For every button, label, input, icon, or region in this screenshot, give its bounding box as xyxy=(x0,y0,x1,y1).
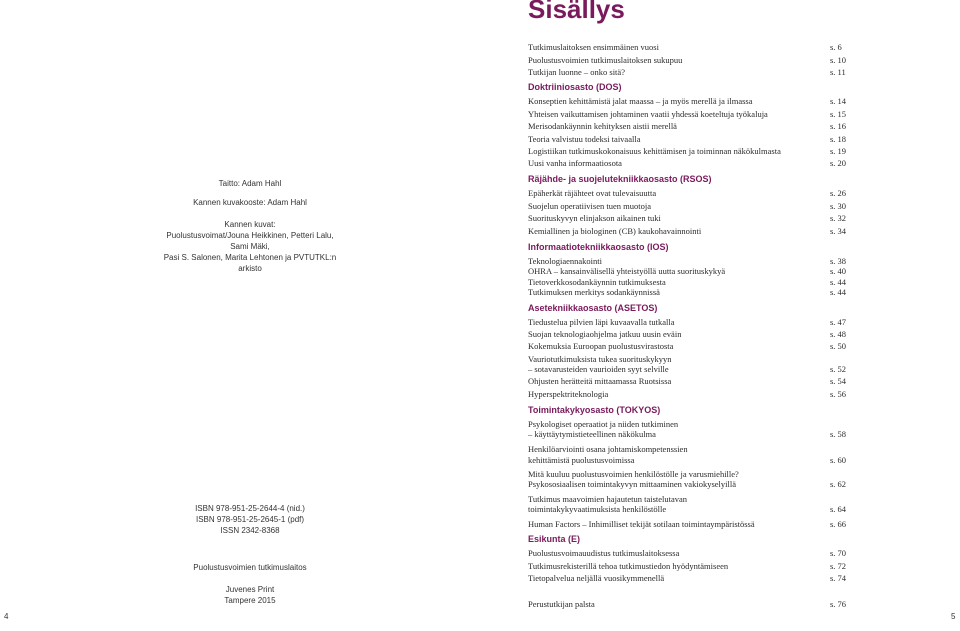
printer: Juvenes Print xyxy=(225,585,275,594)
isbn-pdf: ISBN 978-951-25-2645-1 (pdf) xyxy=(195,515,305,524)
credit-cover-collage: Kannen kuvakooste: Adam Hahl xyxy=(193,198,307,207)
credits-photos xyxy=(160,219,340,274)
page-title: Sisällys xyxy=(528,0,625,24)
publisher: Puolustusvoimien tutkimuslaitos xyxy=(193,563,307,572)
page-number-right: 5 xyxy=(951,612,956,621)
credits-isbn xyxy=(160,503,340,536)
credits-layout xyxy=(160,178,340,189)
section-heading-ios: Informaatiotekniikkaosasto (IOS) xyxy=(528,242,669,252)
credits-cover xyxy=(160,197,340,208)
credit-taitto: Taitto: Adam Hahl xyxy=(218,179,282,188)
credit-photos-label: Kannen kuvat: xyxy=(224,220,276,229)
section-heading-asetos: Asetekniikkaosasto (ASETOS) xyxy=(528,303,658,313)
section-heading-rsos: Räjähde- ja suojelutekniikkaosasto (RSOS) xyxy=(528,174,712,184)
credit-photos-line2: Pasi S. Salonen, Marita Lehtonen ja PVTUTKL:n arkisto xyxy=(163,253,337,273)
issn: ISSN 2342-8368 xyxy=(220,526,280,535)
credit-photos-line1: Puolustusvoimat/Jouna Heikkinen, Petteri Lalu, Sami Mäki, xyxy=(166,231,334,251)
page-number-left: 4 xyxy=(4,612,9,621)
credits-publisher xyxy=(160,562,340,573)
section-heading-esikunta: Esikunta (E) xyxy=(528,534,581,544)
section-heading-tokyos: Toimintakykyosasto (TOKYOS) xyxy=(528,405,661,415)
isbn-print: ISBN 978-951-25-2644-4 (nid.) xyxy=(195,504,305,513)
place-year: Tampere 2015 xyxy=(224,596,276,605)
section-heading-dos: Doktriiniosasto (DOS) xyxy=(528,82,622,92)
credits-printer xyxy=(160,584,340,606)
